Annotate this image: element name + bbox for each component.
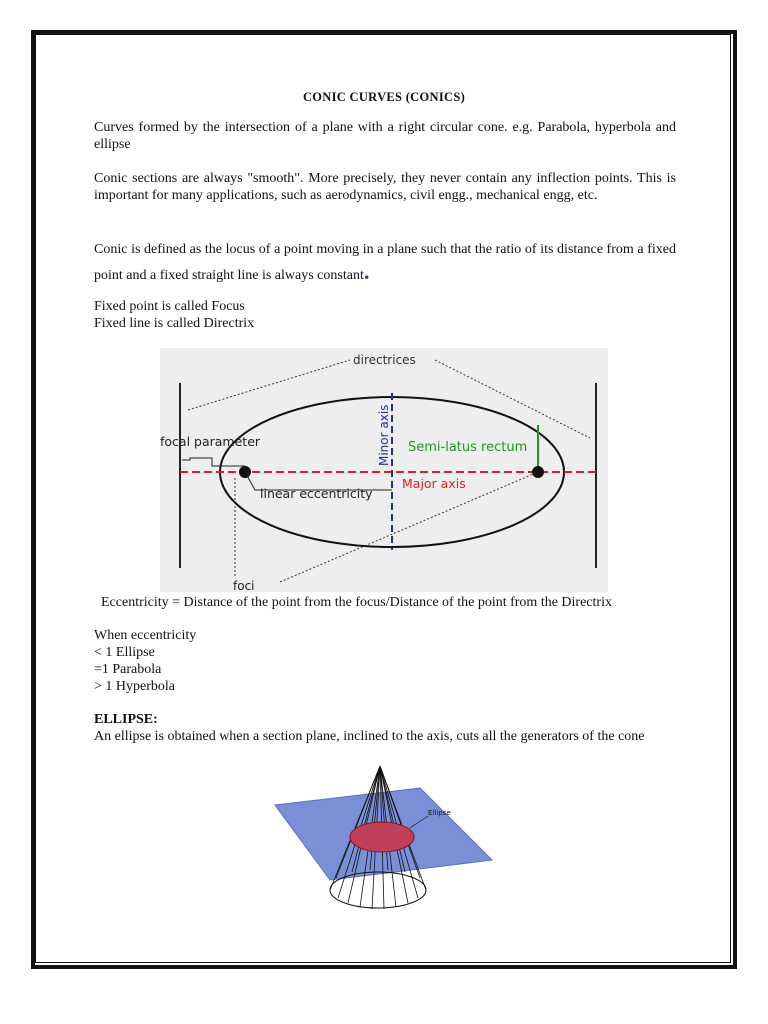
paragraph-definition: Curves formed by the intersection of a plane with a right circular cone. e.g. Parabola, hyperbola and ellipse bbox=[94, 120, 676, 152]
eccentricity-parabola: =1 Parabola bbox=[94, 662, 162, 677]
directrices-label: directrices bbox=[353, 353, 416, 367]
focus-line: Fixed point is called Focus bbox=[94, 299, 245, 314]
ellipse-label: Ellipse bbox=[428, 809, 451, 817]
major-axis-label: Major axis bbox=[402, 476, 466, 491]
directrix-line: Fixed line is called Directrix bbox=[94, 316, 255, 331]
semi-latus-rectum-label: Semi-latus rectum bbox=[408, 440, 528, 455]
ellipse-description: An ellipse is obtained when a section plane, inclined to the axis, cuts all the generators of the cone bbox=[94, 729, 645, 744]
linear-eccentricity-label: linear eccentricity bbox=[260, 486, 373, 501]
eccentricity-hyperbola: > 1 Hyperbola bbox=[94, 679, 175, 694]
foci-label: foci bbox=[233, 579, 255, 592]
paragraph-locus-text: Conic is defined as the locus of a point moving in a plane such that the ratio of its distance from a fixed point and a fixed straight line is always constant bbox=[94, 242, 676, 283]
when-eccentricity: When eccentricity bbox=[94, 628, 197, 643]
section-ellipse bbox=[350, 822, 414, 852]
focal-parameter-label: focal parameter bbox=[160, 434, 261, 449]
eccentricity-definition: Eccentricity = Distance of the point from the focus/Distance of the point from the Directrix bbox=[101, 595, 612, 610]
paragraph-locus-dot: . bbox=[363, 259, 370, 284]
paragraph-locus bbox=[94, 237, 676, 289]
ellipse-diagram bbox=[160, 348, 608, 592]
cone-base bbox=[330, 872, 426, 908]
paragraph-smooth: Conic sections are always "smooth". More precisely, they never contain any inflection points. This is important for many applications, such as aerodynamics, civil engg., mechanical engg, etc. bbox=[94, 171, 676, 203]
page-title: CONIC CURVES (CONICS) bbox=[302, 90, 466, 104]
minor-axis-label: Minor axis bbox=[377, 404, 391, 466]
ellipse-heading: ELLIPSE: bbox=[94, 712, 158, 727]
cone-section-diagram bbox=[270, 760, 494, 915]
eccentricity-ellipse: < 1 Ellipse bbox=[94, 645, 155, 660]
